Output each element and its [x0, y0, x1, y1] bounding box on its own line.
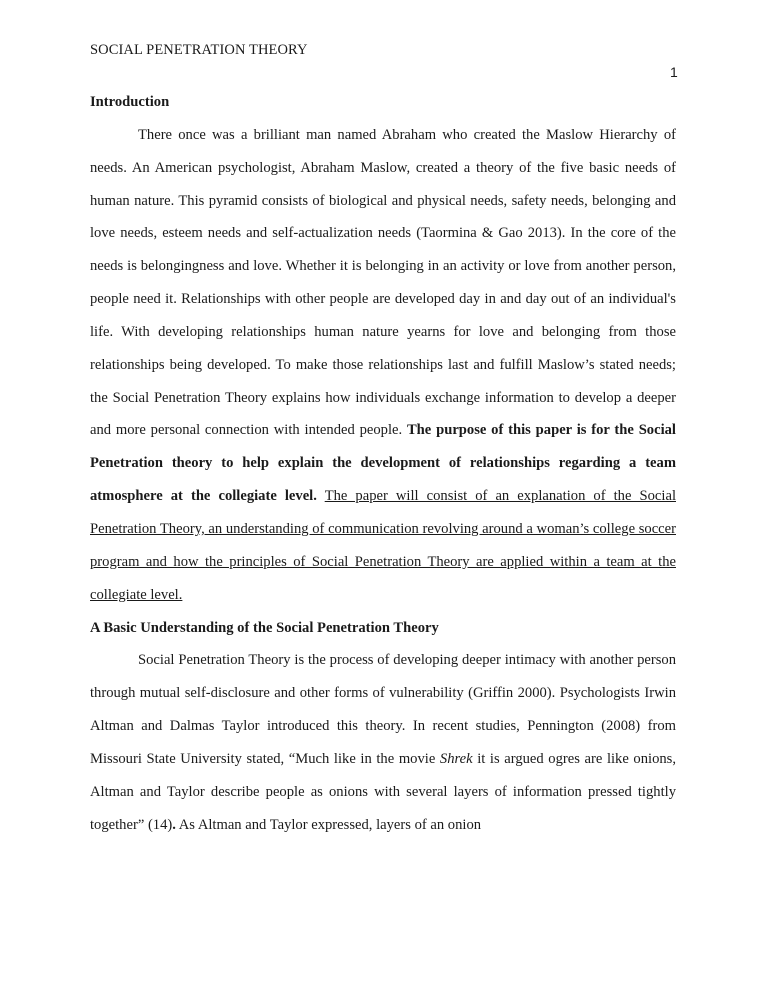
basic-understanding-paragraph: [90, 644, 676, 841]
intro-text: There once was a brilliant man named Abraham who created the Maslow Hierarchy of needs. An American psychologist, Abraham Maslow, created a theory of the five basic needs of human nature. This pyramid consists of biological and physical needs, safety needs, belonging and love needs, esteem needs and self-actualization needs (Taormina & Gao 2013). In the core of the needs is belongingness and love. Whether it is belonging in an activity or love from another person, people need it. Relationships with other people are developed day in and day out of an individual's life. With developing relationships human nature yearns for love and belonging from those relationships being developed. To make those relationships last and fulfill Maslow’s stated needs; the Social Penetration Theory explains how individuals exchange information to develop a deeper and more personal connection with intended people.: [90, 126, 676, 439]
purpose-statement: The purpose of this paper is for the Social Penetration theory to help explain the development of relationships regarding a team atmosphere at the collegiate level.: [90, 422, 676, 505]
section-heading-basic-understanding: A Basic Understanding of the Social Penetration Theory: [90, 619, 439, 636]
theory-text-end: As Altman and Taylor expressed, layers of an onion: [175, 816, 482, 833]
intro-space: [317, 488, 325, 504]
paper-outline-statement: The paper will consist of an explanation of the Social Penetration Theory, an understanding of communication revolving around a woman’s college soccer program and how the principles of Social Penetration Theory are applied within a team at the collegiate level.: [90, 488, 676, 603]
running-head: SOCIAL PENETRATION THEORY: [90, 42, 308, 58]
theory-text: Social Penetration Theory is the process of developing deeper intimacy with another person through mutual self-disclosure and other forms of vulnerability (Griffin 2000). Psychologists Irwin Altman and Dalmas Taylor introduced this theory. In recent studies, Pennington (2008) from Missouri State University stated, “Much like in the movie: [90, 652, 676, 767]
section-heading-introduction: Introduction: [90, 94, 170, 110]
movie-title: Shrek: [439, 750, 473, 767]
introduction-paragraph: [90, 119, 676, 612]
page-number: 1: [670, 64, 678, 80]
theory-text-continued: it is argued ogres are like onions, Altman and Taylor describe people as onions with several layers of information pressed tightly together” (14): [90, 750, 677, 833]
bold-period: .: [172, 816, 176, 833]
document-body: [90, 86, 676, 841]
